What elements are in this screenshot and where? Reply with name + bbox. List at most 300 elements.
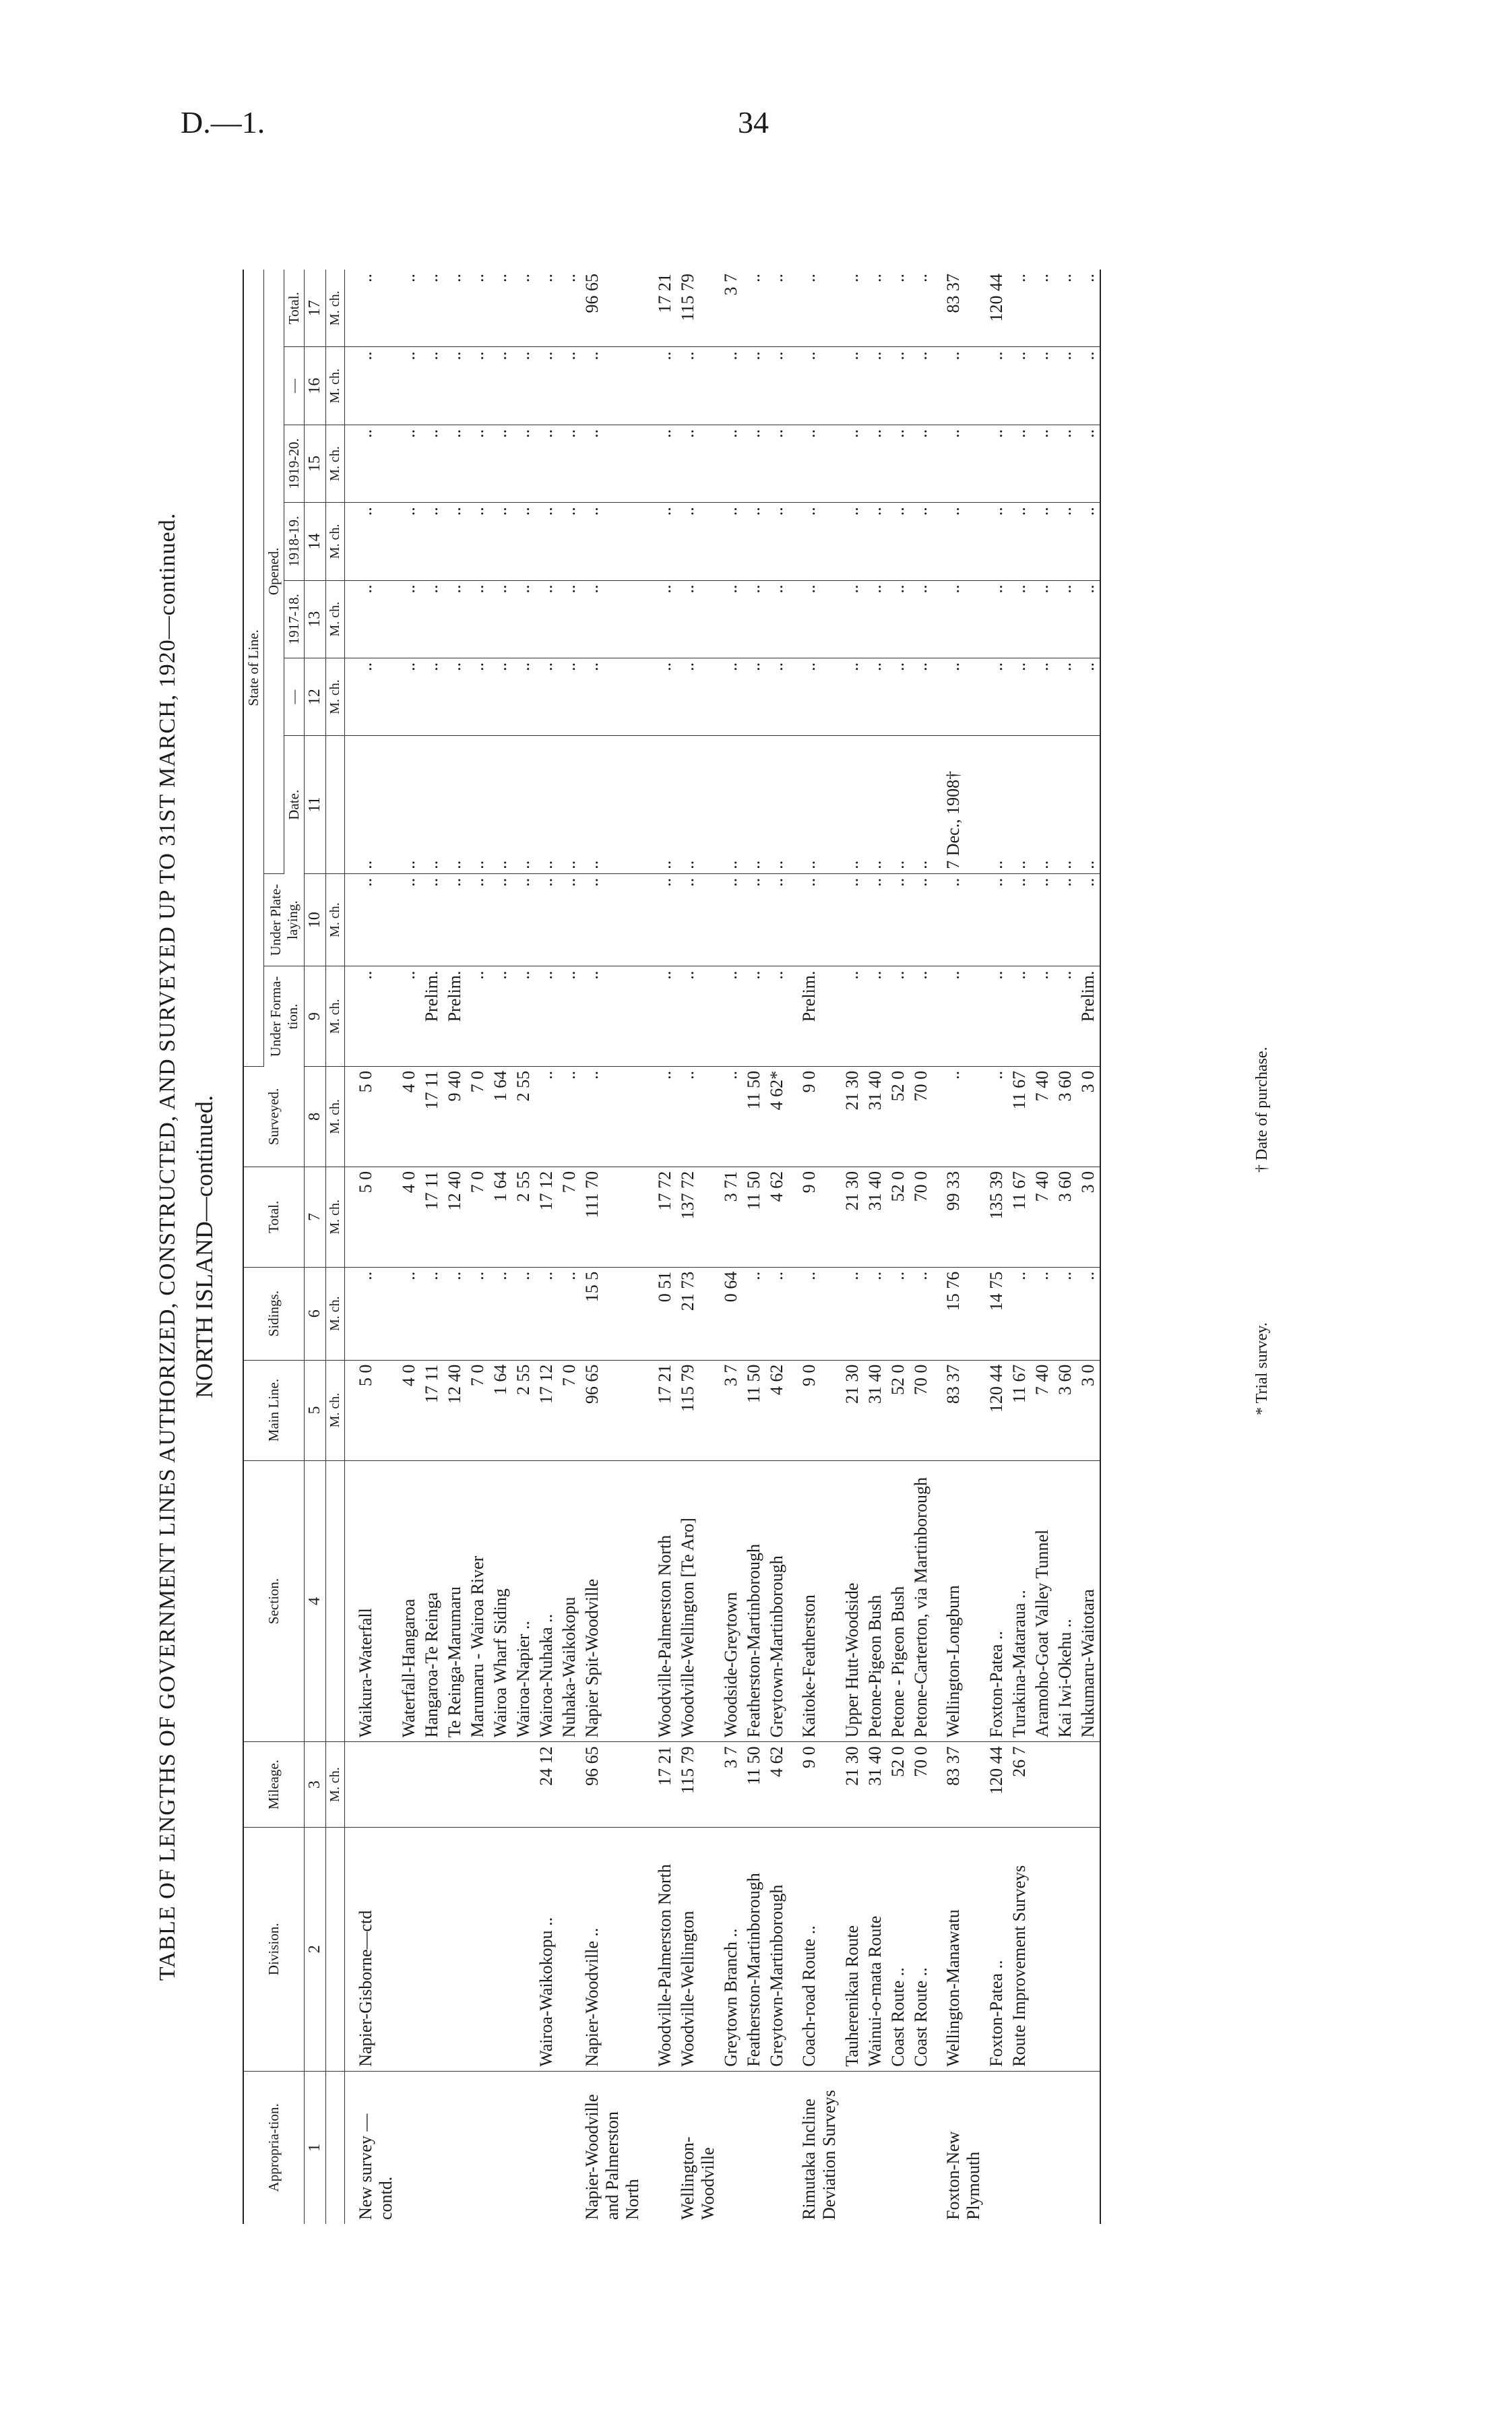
cell-col-13: .. [535,580,558,658]
cell-col-16: .. [864,347,887,425]
cell-col-15: .. [512,425,535,502]
cell-col-9: .. [841,966,864,1066]
cell-col-11: 7 Dec., 1908† [933,736,985,873]
cell-col-7: 99 33 [933,1167,985,1267]
column-number: 11 [305,736,326,873]
cell-col-10: .. [558,873,581,966]
cell-col-9: .. [1031,966,1054,1066]
cell-col-16: .. [512,347,535,425]
cell-col-12: .. [420,658,443,735]
cell-col-9: .. [864,966,887,1066]
cell-col-6: .. [535,1267,558,1360]
cell-col-10: .. [933,873,985,966]
cell-col-2: Coach-road Route .. [788,1827,841,2071]
cell-col-13: .. [345,580,398,658]
cell-col-17: .. [1031,270,1054,347]
cell-col-10: .. [512,873,535,966]
cell-col-13: .. [743,580,765,658]
cell-col-7: 2 55 [512,1167,535,1267]
cell-col-9: .. [1008,966,1031,1066]
cell-col-7: 11 50 [743,1167,765,1267]
cell-col-9: .. [581,966,644,1066]
cell-col-4: Napier Spit-Woodville [581,1460,644,1742]
cell-col-3 [489,1742,512,1828]
cell-col-13: .. [841,580,864,658]
table-row [1031,270,1054,2224]
cell-col-6: .. [558,1267,581,1360]
cell-col-10: .. [398,873,420,966]
cell-col-1 [644,2071,676,2224]
cell-col-8: 2 55 [512,1066,535,1167]
table-row [489,270,512,2224]
cell-col-4: Waterfall-Hangaroa [398,1460,420,1742]
cell-col-15: .. [1031,425,1054,502]
cell-col-4: Nuhaka-Waikokopu [558,1460,581,1742]
cell-col-3: 70 0 [910,1742,933,1828]
unit-label: M. ch. [326,503,345,580]
cell-col-3: 120 44 [985,1742,1008,1828]
cell-col-9: .. [512,966,535,1066]
cell-col-9: .. [743,966,765,1066]
cell-col-3: 3 7 [720,1742,743,1828]
cell-col-11: .. [1077,736,1100,873]
cell-col-15: .. [1054,425,1077,502]
cell-col-13: .. [398,580,420,658]
cell-col-14: .. [841,503,864,580]
cell-col-8: 11 67 [1008,1066,1031,1167]
cell-col-12: .. [512,658,535,735]
cell-col-9: .. [887,966,910,1066]
cell-col-11: .. [466,736,489,873]
cell-col-13: .. [466,580,489,658]
col-division: Division. [243,1827,305,2071]
cell-col-6: .. [887,1267,910,1360]
cell-col-3 [398,1742,420,1828]
cell-col-8: 9 0 [788,1066,841,1167]
cell-col-12: .. [443,658,466,735]
cell-col-2 [443,1827,466,2071]
cell-col-16: .. [743,347,765,425]
cell-col-8: 17 11 [420,1066,443,1167]
document-code: D.—1. [181,105,265,139]
col-under-platelaying: Under Plate-laying. [264,873,305,966]
cell-col-9: Prelim. [443,966,466,1066]
cell-col-7: 21 30 [841,1167,864,1267]
cell-col-17: 120 44 [985,270,1008,347]
cell-col-7: 4 62 [765,1167,788,1267]
cell-col-16: .. [765,347,788,425]
column-number: 10 [305,873,326,966]
table-row [558,270,581,2224]
unit-label: M. ch. [326,873,345,966]
cell-col-15: .. [887,425,910,502]
col-opened-1918: 1918-19. [284,503,305,580]
cell-col-15: .. [985,425,1008,502]
cell-col-7: 31 40 [864,1167,887,1267]
cell-col-11: .. [558,736,581,873]
cell-col-14: .. [644,503,676,580]
cell-col-17: 96 65 [581,270,644,347]
column-number: 13 [305,580,326,658]
cell-col-6: 15 5 [581,1267,644,1360]
cell-col-6: 0 64 [720,1267,743,1360]
cell-col-13: .. [443,580,466,658]
cell-col-4: Waikura-Waterfall [345,1460,398,1742]
cell-col-1 [720,2071,743,2224]
col-total: Total. [243,1167,305,1267]
cell-col-16: .. [398,347,420,425]
cell-col-2 [558,1827,581,2071]
cell-col-7: 3 71 [720,1167,743,1267]
cell-col-10: .. [985,873,1008,966]
footnote-purchase: † Date of purchase. [1253,1047,1271,1173]
cell-col-12: .. [933,658,985,735]
cell-col-16: .. [841,347,864,425]
cell-col-5: 83 37 [933,1360,985,1460]
cell-col-8: 7 0 [466,1066,489,1167]
cell-col-14: .. [512,503,535,580]
cell-col-13: .. [1031,580,1054,658]
cell-col-11: .. [841,736,864,873]
cell-col-10: .. [345,873,398,966]
cell-col-16: .. [644,347,676,425]
cell-col-9: Prelim. [1077,966,1100,1066]
cell-col-11: .. [420,736,443,873]
cell-col-1: Rimutaka Incline Deviation Surveys [799,2090,839,2220]
cell-col-14: .. [420,503,443,580]
cell-col-7: 70 0 [910,1167,933,1267]
cell-col-10: .. [644,873,676,966]
col-sidings: Sidings. [243,1267,305,1360]
table-row [864,270,887,2224]
cell-col-14: .. [985,503,1008,580]
cell-col-15: .. [765,425,788,502]
cell-col-6: 0 51 [644,1267,676,1360]
cell-col-13: .. [676,580,720,658]
table-title: TABLE OF LENGTHS OF GOVERNMENT LINES AUTHORIZED, CONSTRUCTED, AND SURVEYED UP TO 31ST MARCH, 1920—continued. [155,512,180,1981]
cell-col-5: 2 55 [512,1360,535,1460]
cell-col-3 [558,1742,581,1828]
cell-col-5: 3 7 [720,1360,743,1460]
unit-label [326,1460,345,1742]
cell-col-12: .. [743,658,765,735]
cell-col-13: .. [933,580,985,658]
cell-col-13: .. [512,580,535,658]
cell-col-6: .. [1031,1267,1054,1360]
cell-col-9: .. [910,966,933,1066]
cell-col-1 [1031,2071,1054,2224]
column-number: 8 [305,1066,326,1167]
cell-col-17: .. [489,270,512,347]
cell-col-11: .. [535,736,558,873]
cell-col-11: .. [720,736,743,873]
cell-col-3: 31 40 [864,1742,887,1828]
cell-col-15: .. [933,425,985,502]
cell-col-4: Hangaroa-Te Reinga [420,1460,443,1742]
cell-col-2 [420,1827,443,2071]
cell-col-2 [1031,1827,1054,2071]
cell-col-17: .. [1008,270,1031,347]
cell-col-13: .. [1077,580,1100,658]
cell-col-16: .. [1077,347,1100,425]
cell-col-1 [765,2071,788,2224]
cell-col-11: .. [443,736,466,873]
cell-col-4: Woodside-Greytown [720,1460,743,1742]
cell-col-1: New survey —contd. [356,2113,396,2220]
cell-col-17: .. [887,270,910,347]
cell-col-11: .. [1008,736,1031,873]
column-number: 12 [305,658,326,735]
cell-col-5: 7 0 [466,1360,489,1460]
cell-col-1 [443,2071,466,2224]
cell-col-12: .. [864,658,887,735]
cell-col-11: .. [765,736,788,873]
cell-col-2: Coast Route .. [887,1827,910,2071]
cell-col-17: .. [466,270,489,347]
cell-col-6: .. [466,1267,489,1360]
cell-col-3: 115 79 [676,1742,720,1828]
cell-col-3: 26 7 [1008,1742,1031,1828]
cell-col-16: .. [910,347,933,425]
cell-col-12: .. [398,658,420,735]
column-number: 4 [305,1460,326,1742]
cell-col-3: 11 50 [743,1742,765,1828]
cell-col-13: .. [420,580,443,658]
cell-col-14: .. [489,503,512,580]
cell-col-7: 3 60 [1054,1167,1077,1267]
cell-col-7: 4 0 [398,1167,420,1267]
cell-col-4: Woodville-Palmerston North [644,1460,676,1742]
cell-col-5: 12 40 [443,1360,466,1460]
cell-col-17: .. [345,270,398,347]
cell-col-11: .. [676,736,720,873]
cell-col-16: .. [345,347,398,425]
cell-col-6: 15 76 [933,1267,985,1360]
cell-col-9: .. [558,966,581,1066]
cell-col-2 [489,1827,512,2071]
col-opened-dash: — [284,658,305,735]
cell-col-1 [535,2071,558,2224]
table-row [910,270,933,2224]
cell-col-17: .. [1054,270,1077,347]
table-row [420,270,443,2224]
cell-col-7: 17 11 [420,1167,443,1267]
cell-col-17: .. [743,270,765,347]
cell-col-6: .. [443,1267,466,1360]
cell-col-4: Petone-Carterton, via Martinborough [910,1460,933,1742]
cell-col-2: Greytown Branch .. [720,1827,743,2071]
table-row [1008,270,1031,2224]
cell-col-17: .. [788,270,841,347]
cell-col-1 [743,2071,765,2224]
table-row [985,270,1008,2224]
cell-col-12: .. [1077,658,1100,735]
cell-col-7: 137 72 [676,1167,720,1267]
cell-col-8: 4 62* [765,1066,788,1167]
cell-col-5: 4 0 [398,1360,420,1460]
cell-col-15: .. [676,425,720,502]
cell-col-13: .. [864,580,887,658]
cell-col-17: 17 21 [644,270,676,347]
cell-col-2 [512,1827,535,2071]
cell-col-6: .. [398,1267,420,1360]
column-number: 3 [305,1742,326,1828]
cell-col-7: 5 0 [345,1167,398,1267]
cell-col-2: Featherston-Martinborough [743,1827,765,2071]
col-section: Section. [243,1460,305,1742]
cell-col-12: .. [676,658,720,735]
cell-col-8: .. [535,1066,558,1167]
cell-col-8: 3 0 [1077,1066,1100,1167]
cell-col-17: .. [910,270,933,347]
cell-col-11: .. [581,736,644,873]
cell-col-9: .. [985,966,1008,1066]
cell-col-3 [512,1742,535,1828]
cell-col-4: Turakina-Mataraua .. [1008,1460,1031,1742]
cell-col-10: .. [864,873,887,966]
column-number: 1 [305,2071,326,2224]
cell-col-1: Wellington-Woodville [678,2136,718,2220]
cell-col-14: .. [1054,503,1077,580]
cell-col-14: .. [887,503,910,580]
rotated-table-page [135,270,1348,2224]
cell-col-6: .. [743,1267,765,1360]
cell-col-12: .. [841,658,864,735]
cell-col-6: .. [765,1267,788,1360]
cell-col-13: .. [985,580,1008,658]
cell-col-17: .. [512,270,535,347]
cell-col-5: 115 79 [676,1360,720,1460]
cell-col-15: .. [581,425,644,502]
cell-col-12: .. [581,658,644,735]
cell-col-4: Te Reinga-Marumaru [443,1460,466,1742]
column-number: 17 [305,270,326,347]
cell-col-14: .. [535,503,558,580]
cell-col-2: Greytown-Martinborough [765,1827,788,2071]
cell-col-8: .. [985,1066,1008,1167]
cell-col-3 [1054,1742,1077,1828]
cell-col-16: .. [933,347,985,425]
cell-col-7: 111 70 [581,1167,644,1267]
cell-col-11: .. [345,736,398,873]
table-row [398,270,420,2224]
cell-col-14: .. [466,503,489,580]
cell-col-12: .. [345,658,398,735]
cell-col-10: .. [841,873,864,966]
cell-col-8: 11 50 [743,1066,765,1167]
cell-col-2 [398,1827,420,2071]
cell-col-2: Woodville-Wellington [676,1827,720,2071]
cell-col-14: .. [1077,503,1100,580]
cell-col-5: 21 30 [841,1360,864,1460]
col-opened: Opened. [264,270,284,873]
cell-col-14: .. [345,503,398,580]
cell-col-12: .. [1031,658,1054,735]
cell-col-12: .. [644,658,676,735]
column-number: 5 [305,1360,326,1460]
cell-col-10: .. [910,873,933,966]
cell-col-3: 9 0 [788,1742,841,1828]
cell-col-10: .. [720,873,743,966]
cell-col-3 [345,1742,398,1828]
column-number: 14 [305,503,326,580]
table-row [644,270,676,2224]
cell-col-6: 14 75 [985,1267,1008,1360]
cell-col-6: .. [1054,1267,1077,1360]
cell-col-14: .. [743,503,765,580]
cell-col-5: 9 0 [788,1360,841,1460]
cell-col-1 [1077,2071,1100,2224]
cell-col-14: .. [676,503,720,580]
cell-col-5: 1 64 [489,1360,512,1460]
cell-col-9: .. [644,966,676,1066]
unit-label: M. ch. [326,1167,345,1267]
cell-col-7: 1 64 [489,1167,512,1267]
cell-col-11: .. [887,736,910,873]
cell-col-7: 3 0 [1077,1167,1100,1267]
cell-col-8: .. [558,1066,581,1167]
cell-col-11: .. [644,736,676,873]
cell-col-14: .. [581,503,644,580]
table-row [788,270,841,2224]
cell-col-8: 31 40 [864,1066,887,1167]
cell-col-12: .. [466,658,489,735]
cell-col-15: .. [644,425,676,502]
table-row [676,270,720,2224]
unit-label: M. ch. [326,347,345,425]
cell-col-10: .. [535,873,558,966]
cell-col-15: .. [743,425,765,502]
cell-col-13: .. [765,580,788,658]
cell-col-17: .. [535,270,558,347]
unit-label [326,1827,345,2071]
cell-col-3: 21 30 [841,1742,864,1828]
cell-col-4: Kaitoke-Featherston [788,1460,841,1742]
cell-col-17: .. [841,270,864,347]
cell-col-4: Aramoho-Goat Valley Tunnel [1031,1460,1054,1742]
cell-col-10: .. [788,873,841,966]
cell-col-6: .. [841,1267,864,1360]
cell-col-16: .. [443,347,466,425]
cell-col-4: Nukumaru-Waitotara [1077,1460,1100,1742]
cell-col-14: .. [1008,503,1031,580]
cell-col-2: Wairoa-Waikokopu .. [535,1827,558,2071]
cell-col-1 [864,2071,887,2224]
cell-col-7: 9 0 [788,1167,841,1267]
cell-col-5: 3 60 [1054,1360,1077,1460]
cell-col-12: .. [535,658,558,735]
unit-label: M. ch. [326,580,345,658]
cell-col-2: Woodville-Palmerston North [644,1827,676,2071]
cell-col-1 [1008,2071,1031,2224]
column-number: 7 [305,1167,326,1267]
cell-col-10: .. [466,873,489,966]
cell-col-11: .. [398,736,420,873]
cell-col-17: .. [1077,270,1100,347]
cell-col-17: 3 7 [720,270,743,347]
cell-col-17: .. [398,270,420,347]
table-row [887,270,910,2224]
cell-col-3: 52 0 [887,1742,910,1828]
cell-col-5: 7 40 [1031,1360,1054,1460]
table-row [581,270,644,2224]
cell-col-13: .. [489,580,512,658]
table-row [443,270,466,2224]
cell-col-1 [887,2071,910,2224]
cell-col-16: .. [788,347,841,425]
footnote-trial: * Trial survey. [1253,1322,1271,1415]
cell-col-8: 5 0 [345,1066,398,1167]
